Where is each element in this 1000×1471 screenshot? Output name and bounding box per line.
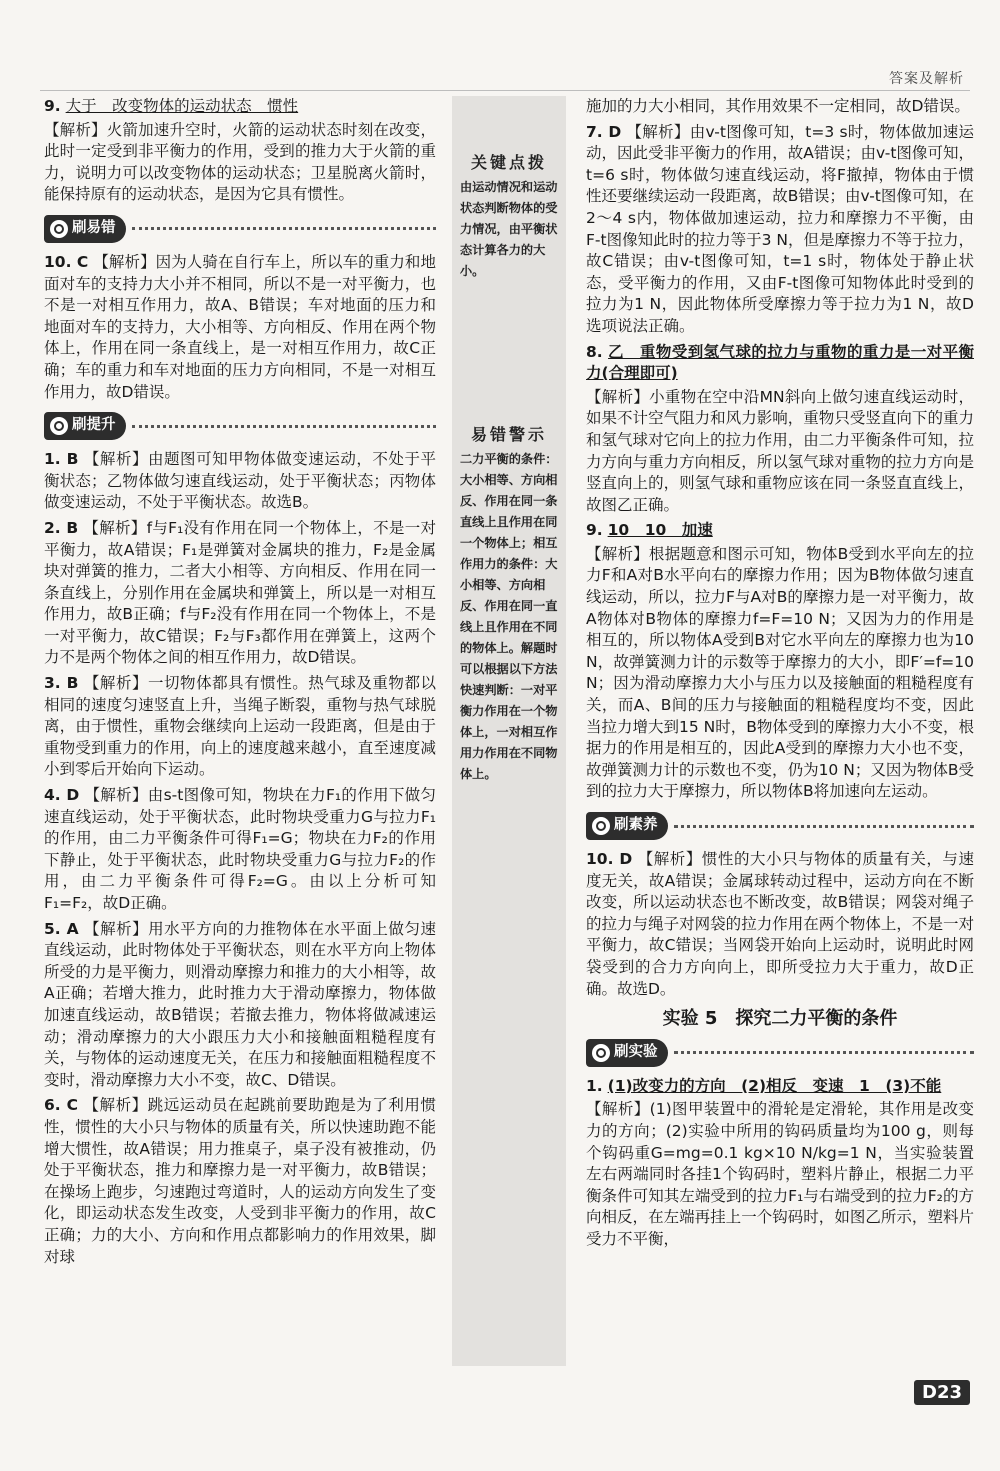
section-shiyan <box>586 1038 974 1068</box>
q-number: 6. C <box>44 1096 78 1115</box>
right-q10 <box>586 849 974 1000</box>
brush-icon <box>592 817 610 835</box>
q-analysis: 【解析】小重物在空中沿MN斜向上做匀速直线运动时，如果不计空气阻力和风力影响，重物只受竖直向下的重力和氢气球对它向上的拉力作用，由二力平衡条件可知，拉力方向与重力方向相反，所以氢气球对重物的拉力方向是竖直向上的，则氢气球和重物应该在同一条竖直直线上，故图乙正确。 <box>586 387 974 514</box>
q-analysis: 【解析】跳远运动员在起跳前要助跑是为了利用惯性，惯性的大小只与物体的质量有关，所以快速助跑不能增大惯性，故A错误；用力推桌子，桌子没有被推动，仍处于平衡状态，推力和摩擦力是一对平衡力，故B错误；在操场上跑步，匀速跑过弯道时，人的运动方向发生了变化，即运动状态发生改变，人受到非平衡力的作用，故C正确；力的大小、方向和作用点都影响力的作用效果，脚对球 <box>44 1096 436 1266</box>
experiment-title: 实验 5 探究二力平衡的条件 <box>662 1008 898 1030</box>
left-q1 <box>44 449 436 514</box>
section-label: 刷提升 <box>72 417 116 434</box>
section-suyang <box>586 811 974 841</box>
section-badge <box>586 812 668 840</box>
left-q2 <box>44 518 436 669</box>
right-q8 <box>586 342 974 517</box>
header-divider <box>40 90 970 91</box>
q-analysis: 【解析】火箭加速升空时，火箭的运动状态时刻在改变，此时一定受到非平衡力的作用，受到的推力大于火箭的重力，说明力可以改变物体的运动状态；卫星脱离火箭时，能保持原有的运动状态，是因为它具有惯性。 <box>44 120 436 204</box>
q-answer: (1)改变力的方向 (2)相反 变速 1 (3)不能 <box>607 1076 942 1095</box>
q-analysis: 施加的力大小相同，其作用效果不一定相同，故D错误。 <box>586 97 970 115</box>
dotted-divider <box>132 425 437 428</box>
brush-icon <box>50 417 68 435</box>
q-answer: 大于 改变物体的运动状态 惯性 <box>65 97 299 115</box>
q-analysis: 【解析】由s-t图像可知，物块在力F₁的作用下做匀速直线运动，处于平衡状态，此时物块受重力G与拉力F₁的作用，由二力平衡条件可得F₁=G；物块在力F₂的作用下静止，处于平衡状态，此时物块受重力G与拉力F₂的作用，由二力平衡条件可得F₂=G。由以上分析可知F₁=F₂，故D正确。 <box>44 786 436 912</box>
q-analysis: 【解析】由v-t图像可知，t=3 s时，物体做加速运动，因此受非平衡力的作用，故A错误；由v-t图像可知，t=6 s时，物体做匀速直线运动，将F撤掉，物体由于惯性还要继续运动一段距离，故B错误；由v-t图像可知，在2～4 s内，物体做加速运动，拉力和摩擦力不平衡，由F-t图像知此时的拉力等于3 N，但是摩擦力不等于拉力，故C错误；由v-t图像可知，t=1 s时，物体处于静止状态，受平衡力的作用，又由F-t图像可知物体此时受到的拉力为1 N，因此物体所受摩擦力等于拉力为1 N，故D选项说法正确。 <box>586 122 975 335</box>
dotted-divider <box>674 1051 975 1054</box>
q-analysis: 【解析】由题图可知甲物体做变速运动，不处于平衡状态；乙物体做匀速直线运动，处于平衡状态；丙物体做变速运动，不处于平衡状态。故选B。 <box>44 450 436 512</box>
brush-icon <box>592 1044 610 1062</box>
tip-text: 由运动情况和运动状态判断物体的受力情况，由平衡状态计算各力的大小。 <box>460 180 558 278</box>
q-number: 2. B <box>44 518 79 537</box>
page-number: D23 <box>914 1380 970 1405</box>
section-label: 刷实验 <box>614 1043 658 1060</box>
tip-title: 关键点拨 <box>470 153 547 172</box>
section-label: 刷素养 <box>614 817 658 834</box>
section-tisheng <box>44 411 436 441</box>
q-number: 10. D <box>586 850 633 868</box>
q-number: 1. B <box>44 450 79 469</box>
q-number: 7. D <box>586 122 622 141</box>
q-number: 10. C <box>44 252 89 271</box>
q-number: 1. <box>586 1076 603 1095</box>
left-q9 <box>44 96 436 206</box>
brush-icon <box>50 220 68 238</box>
right-exp-q1 <box>586 1076 974 1251</box>
section-label: 刷易错 <box>72 220 116 237</box>
right-column <box>586 96 974 1255</box>
dotted-divider <box>132 227 437 230</box>
right-q9 <box>586 520 974 803</box>
q-answer: 乙 重物受到氢气球的拉力与重物的重力是一对平衡力(合理即可) <box>586 342 974 383</box>
q-number: 5. A <box>44 919 79 938</box>
tip-text: 二力平衡的条件：大小相等、方向相反、作用在同一条直线上且作用在同一个物体上；相互作用力的条件：大小相等、方向相反、作用在同一直线上且作用在不同的物体上。解题时可以根据以下方法快速判断：一对平衡力作用在一个物体上，一对相互作用力作用在不同物体上。 <box>460 452 558 781</box>
q-analysis: 【解析】一切物体都具有惯性。热气球及重物都以相同的速度匀速竖直上升，当绳子断裂，重物与热气球脱离，由于惯性，重物会继续向上运动一段距离，但是由于重物受到重力的作用，向上的速度越来越小，直至速度减小到零后开始向下运动。 <box>44 674 436 779</box>
tip-error-warning <box>452 414 566 785</box>
q-number: 8. <box>586 342 603 361</box>
q-analysis: 【解析】因为人骑在自行车上，所以车的重力和地面对车的支持力大小并不相同，所以不是一对平衡力，也不是一对相互作用力，故A、B错误；车对地面的压力和地面对车的支持力，大小相等、方向相反、作用在两个物体上，作用在同一条直线上，是一对相互作用力，故C正确；车的重力和车对地面的压力方向相同，不是一对相互作用力，故D错误。 <box>44 252 436 401</box>
q-number: 4. D <box>44 786 80 805</box>
header-title: 答案及解析 <box>889 71 964 87</box>
q-number: 9. <box>586 521 603 540</box>
q-analysis: 【解析】f与F₁没有作用在同一个物体上，不是一对平衡力，故A错误；F₁是弹簧对金属块的推力，F₂是金属块对弹簧的推力，二者大小相等、方向相反、作用在同一条直线上，分别作用在金属块和弹簧上，所以是一对相互作用力，故B正确；f与F₂没有作用在同一个物体上，不是一对平衡力，故C错误；F₂与F₃都作用在弹簧上，这两个力不是两个物体之间的相互作用力，故D错误。 <box>44 518 436 667</box>
right-q6-continued <box>586 96 974 118</box>
section-badge <box>586 1039 668 1067</box>
dotted-divider <box>674 825 975 828</box>
section-yicuo <box>44 214 436 244</box>
q-number: 9. <box>44 97 61 115</box>
left-q3 <box>44 673 436 781</box>
q-number: 3. B <box>44 674 79 693</box>
sidebar-tips <box>452 96 566 1366</box>
left-column <box>44 96 436 1272</box>
q-analysis: 【解析】根据题意和图示可知，物体B受到水平向左的拉力F和A对B水平向右的摩擦力作用；因为B物体做匀速直线运动，所以，拉力F与A对B的摩擦力是一对平衡力，故A物体对B物体的摩擦力f=F=10 N；又因为力的作用是相互的，所以物体A受到B对它水平向左的摩擦力也为10 N，故弹簧测力计的示数等于摩擦力的大小，即F′=f=10 N；因为滑动摩擦力大小与压力以及接触面的粗糙程度有关，而A、B间的压力与接触面的粗糙程度均不变，因此当拉力增大到15 N时，B物体受到的摩擦力大小不变，根据力的作用是相互的，因此A受到的摩擦力大小也不变，故弹簧测力计的示数也不变，仍为10 N；又因为物体B受到的拉力大于摩擦力，所以物体B将加速向左运动。 <box>586 544 974 801</box>
left-q4 <box>44 785 436 915</box>
tip-key-point <box>452 142 566 282</box>
q-analysis: 【解析】(1)图甲装置中的滑轮是定滑轮，其作用是改变力的方向；(2)实验中所用的钩码质量均为100 g，则每个钩码重G=mg=0.1 kg×10 N/kg=1 N，当实验装置左右两端同时各挂1个钩码时，塑料片静止，根据二力平衡条件可知其左端受到的拉力F₁与右端受到的拉力F₂的方向相反，在左端再挂上一个钩码时，如图乙所示，塑料片受力不平衡， <box>586 1100 974 1248</box>
section-badge <box>44 215 126 243</box>
section-badge <box>44 412 126 440</box>
right-q7 <box>586 122 974 338</box>
left-q10 <box>44 252 436 403</box>
q-analysis: 【解析】用水平方向的力推物体在水平面上做匀速直线运动，此时物体处于平衡状态，则在水平方向上物体所受的力是平衡力，则滑动摩擦力和推力的大小相等，故A正确；若增大推力，此时推力大于滑动摩擦力，物体做加速直线运动，故B错误；若撤去推力，物体将做减速运动；滑动摩擦力的大小跟压力大小和接触面粗糙程度有关，与物体的运动速度无关，在压力和接触面粗糙程度不变时，滑动摩擦力大小不变，故C、D错误。 <box>44 919 436 1089</box>
tip-title: 易错警示 <box>470 425 547 444</box>
q-answer: 10 10 加速 <box>607 521 713 540</box>
left-q5 <box>44 919 436 1092</box>
left-q6 <box>44 1095 436 1268</box>
q-analysis: 【解析】惯性的大小只与物体的质量有关，与速度无关，故A错误；金属球转动过程中，运动方向在不断改变，所以运动状态也不断改变，故B错误；网袋对绳子的拉力与绳子对网袋的拉力作用在两个物体上，不是一对平衡力，故C错误；当网袋开始向上运动时，说明此时网袋受到的合力方向向上，即所受拉力大于重力，故D正确。故选D。 <box>586 850 974 998</box>
